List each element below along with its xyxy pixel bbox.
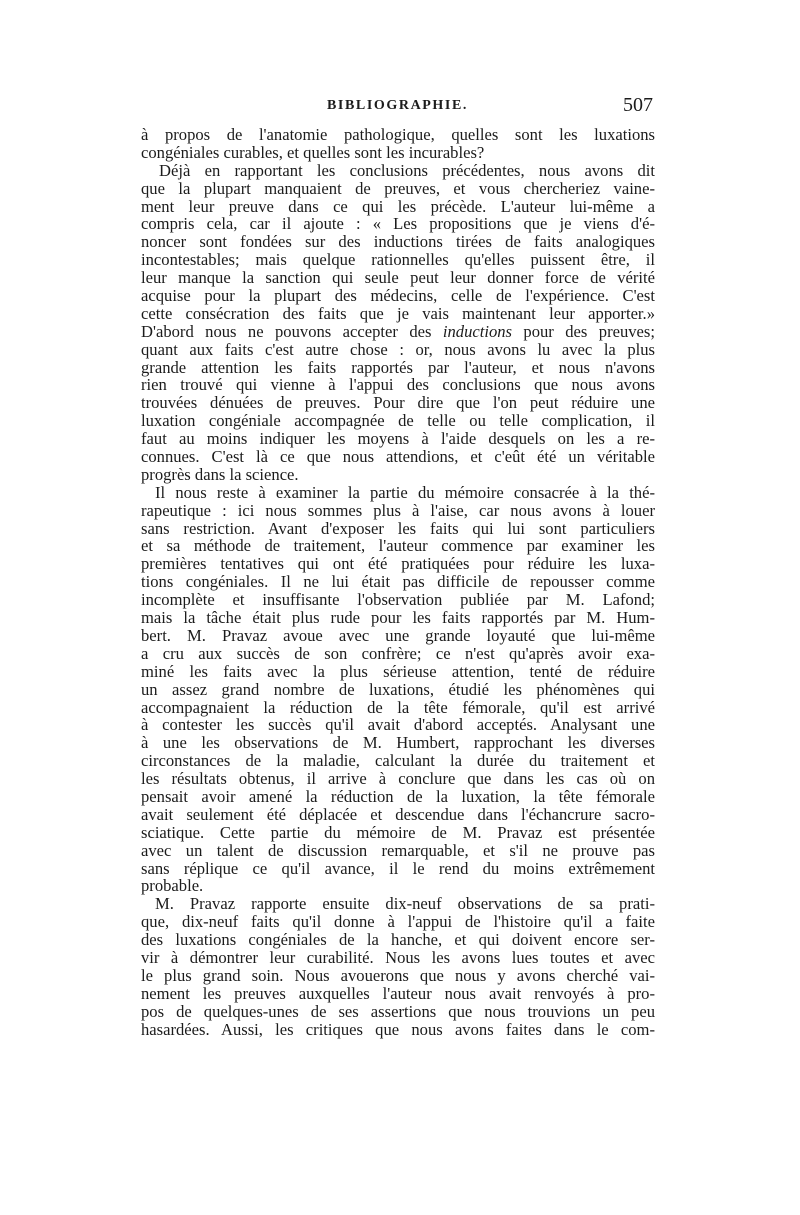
text-line: pensait avoir amené la réduction de la luxation, la tête fémorale: [141, 786, 655, 806]
text-line: ment leur preuve dans ce qui les précède. L'auteur lui-même a: [141, 196, 655, 216]
text-line: et sa méthode de traitement, l'auteur commence par examiner les: [141, 536, 655, 556]
text-line: à une les observations de M. Humbert, rapprochant les diverses: [141, 733, 655, 753]
text-line: congéniales curables, et quelles sont les incurables?: [141, 142, 485, 162]
text-line: quant aux faits c'est autre chose : or, nous avons lu avec la plus: [141, 339, 655, 359]
text-line: incomplète et insuffisante l'observation publiée par M. Lafond;: [141, 590, 655, 610]
text-line: nement les preuves auxquelles l'auteur nous avait renvoyés à pro-: [141, 983, 655, 1003]
text-line: pos de quelques-unes de ses assertions que nous trouvions un peu: [141, 1001, 655, 1021]
text-line: miné les faits avec la plus sérieuse attention, tenté de réduire: [141, 661, 655, 681]
text-line: sans réplique ce qu'il avance, il le rend du moins extrêmement: [141, 858, 655, 878]
text-line: incontestables; mais quelque rationnelles qu'elles puissent être, il: [141, 250, 655, 270]
text-line: mais la tâche était plus rude pour les faits rapportés par M. Hum-: [141, 608, 655, 628]
text-line: M. Pravaz rapporte ensuite dix-neuf observations de sa prati-: [155, 894, 655, 914]
text-line: avait seulement été déplacée et descendue dans l'échancrure sacro-: [141, 804, 655, 824]
text-line: D'abord nous ne pouvons accepter des inductions pour des preuves;: [141, 321, 655, 341]
text-line: avec un talent de discussion remarquable, et s'il ne prouve pas: [141, 840, 655, 860]
text-line: que la plupart manquaient de preuves, et vous chercheriez vaine-: [141, 178, 655, 198]
text-line: vir à démontrer leur curabilité. Nous les avons lues toutes et avec: [141, 947, 655, 967]
text-line: tions congéniales. Il ne lui était pas difficile de repousser comme: [141, 572, 655, 592]
text-line: premières tentatives qui ont été pratiquées pour réduire les luxa-: [141, 554, 655, 574]
text-line: Il nous reste à examiner la partie du mémoire consacrée à la thé-: [155, 482, 655, 502]
text-line: rien trouvé qui vienne à l'appui des conclusions que nous avons: [141, 375, 655, 395]
text-line: luxation congéniale accompagnée de telle ou telle complication, il: [141, 411, 655, 431]
text-line: noncer sont fondées sur des inductions tirées de faits analogiques: [141, 232, 655, 252]
text-line: les résultats obtenus, il arrive à conclure que dans les cas où on: [141, 769, 655, 789]
text-line: le plus grand soin. Nous avouerons que nous y avons cherché vai-: [141, 965, 655, 985]
text-line: grande attention les faits rapportés par l'auteur, et nous n'avons: [141, 357, 655, 377]
italic-word: inductions: [442, 321, 512, 341]
text-line: rapeutique : ici nous sommes plus à l'aise, car nous avons à louer: [141, 500, 655, 520]
text-line: faut au moins indiquer les moyens à l'aide desquels on les a re-: [141, 429, 655, 449]
text-line: à contester les succès qu'il avait d'abord acceptés. Analysant une: [141, 715, 655, 735]
text-line: compris cela, car il ajoute : « Les propositions que je viens d'é-: [141, 214, 655, 234]
text-line: acquise pour la plupart des médecins, celle de l'expérience. C'est: [141, 286, 655, 306]
text-line: leur manque la sanction qui seule peut leur donner force de vérité: [141, 268, 655, 288]
text-line: cette consécration des faits que je vais maintenant leur apporter.»: [141, 303, 655, 323]
text-line: progrès dans la science.: [141, 464, 299, 484]
text-line: des luxations congéniales de la hanche, et qui doivent encore ser-: [141, 930, 655, 950]
text-line: a cru aux succès de son confrère; ce n'est qu'après avoir exa-: [141, 643, 655, 663]
text-line: hasardées. Aussi, les critiques que nous avons faites dans le com-: [141, 1019, 655, 1039]
text-line: probable.: [141, 876, 204, 896]
body-text: [141, 126, 655, 1038]
running-title: BIBLIOGRAPHIE.: [326, 98, 469, 113]
text-line: sans restriction. Avant d'exposer les faits qui lui sont particuliers: [141, 518, 655, 538]
text-line: trouvées dénuées de preuves. Pour dire que l'on peut réduire une: [141, 393, 655, 413]
text-line: connues. C'est là ce que nous attendions, et c'eût été un véritable: [141, 447, 655, 467]
text-line: bert. M. Pravaz avoue avec une grande loyauté que lui-même: [141, 625, 655, 645]
text-line: accompagnaient la réduction de la tête fémorale, qu'il est arrivé: [141, 697, 655, 717]
text-line: Déjà en rapportant les conclusions précédentes, nous avons dit: [159, 160, 655, 180]
page-header: [140, 94, 655, 124]
text-line: circonstances de la maladie, calculant la durée du traitement et: [141, 751, 655, 771]
page-number: 507: [623, 94, 653, 116]
text-line: un assez grand nombre de luxations, étudié les phénomènes qui: [141, 679, 655, 699]
text-line: que, dix-neuf faits qu'il donne à l'appui de l'histoire qu'il a faite: [141, 912, 655, 932]
text-line: à propos de l'anatomie pathologique, quelles sont les luxations: [141, 125, 655, 144]
text-line: sciatique. Cette partie du mémoire de M. Pravaz est présentée: [141, 822, 655, 842]
